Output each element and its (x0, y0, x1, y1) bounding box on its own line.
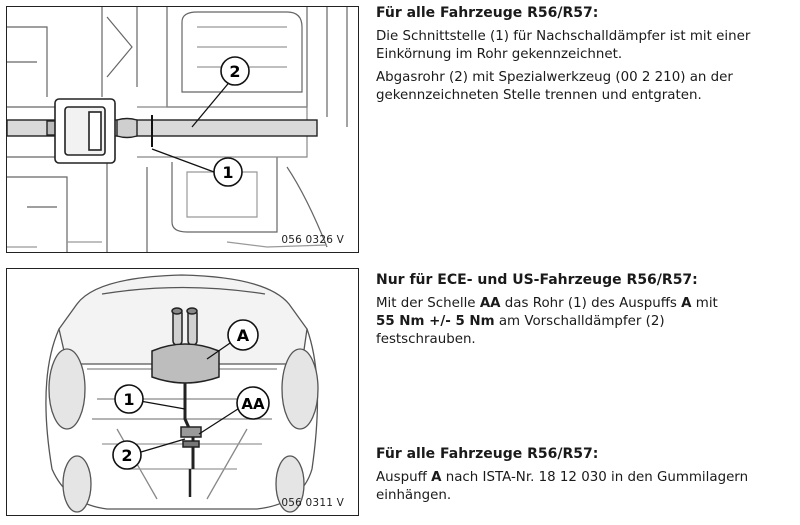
torque-value: 55 Nm +/- 5 Nm (376, 314, 495, 329)
callout-2 (113, 441, 141, 469)
svg-text:2: 2 (229, 62, 241, 81)
callout-A (228, 320, 258, 350)
paragraph-rubber-mounts (376, 469, 796, 505)
clamp-label: AA (479, 296, 501, 311)
callout-AA (237, 387, 269, 419)
svg-text:1: 1 (123, 390, 135, 409)
svg-text:A: A (236, 326, 250, 345)
text-run: nach ISTA-Nr. 18 12 030 in den Gummilagern einhängen. (376, 470, 749, 503)
exhaust-pipe-illustration (7, 7, 359, 253)
paragraph-clamp-torque (376, 295, 796, 349)
section-heading: Für alle Fahrzeuge R56/R57: (376, 446, 599, 462)
svg-text:AA: AA (241, 395, 265, 413)
paragraph-cut-instructions: Abgasrohr (2) mit Spezialwerkzeug (00 2 210) an der gekennzeichneten Stelle trennen und entgraten. (376, 70, 733, 103)
figure-code: 056 0311 V (281, 497, 344, 509)
exhaust-label: A (681, 296, 692, 311)
svg-text:2: 2 (121, 446, 133, 465)
figure-exhaust-cut-point (6, 6, 359, 253)
paragraph-cut-mark: Die Schnittstelle (1) für Nachschalldämpfer ist mit einer Einkörnung im Rohr gekennzeichnet. (376, 29, 751, 62)
section-ece-us-vehicles (376, 271, 796, 354)
section-all-vehicles-mount (376, 445, 796, 510)
text-run: mit (691, 296, 718, 311)
callout-1 (115, 385, 143, 413)
text-run: das Rohr (1) des Auspuffs (500, 296, 682, 311)
text-run: Auspuff (376, 470, 432, 485)
section-heading: Für alle Fahrzeuge R56/R57: (376, 5, 599, 21)
exhaust-label: A (431, 470, 442, 485)
text-run: Mit der Schelle (376, 296, 480, 311)
callout-2 (221, 57, 249, 85)
figure-code: 056 0326 V (281, 234, 344, 246)
vehicle-underside-illustration (7, 269, 359, 516)
section-heading: Nur für ECE- und US-Fahrzeuge R56/R57: (376, 272, 698, 288)
svg-text:1: 1 (222, 163, 234, 182)
callout-1 (214, 158, 242, 186)
figure-vehicle-underside-exhaust (6, 268, 359, 516)
section-all-vehicles-cut (376, 4, 796, 110)
text-run: am Vorschalldämpfer (2) (494, 314, 665, 329)
text-run: festschrauben. (376, 332, 476, 347)
